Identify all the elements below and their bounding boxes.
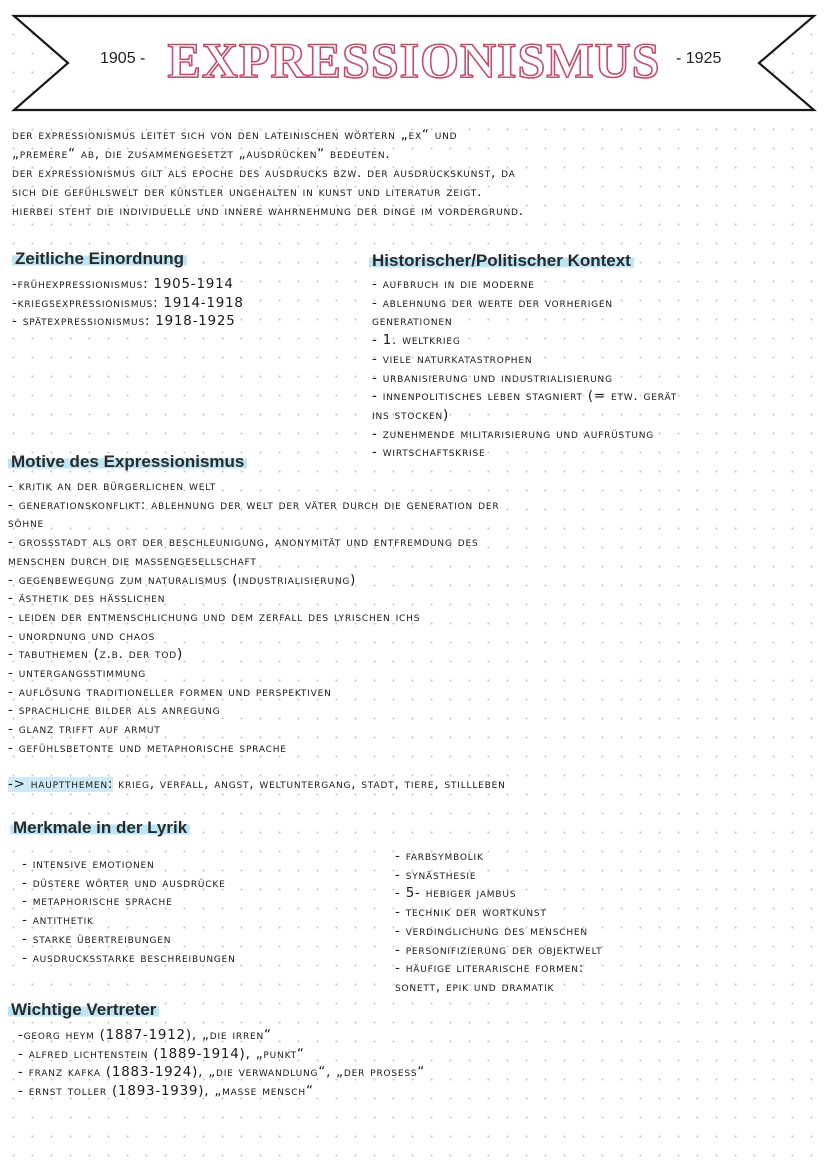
list-item: - personifizierung der objektwelt <box>395 942 603 958</box>
list-item: - leiden der entmenschlichung und dem zerfall des lyrischen ichs <box>8 609 421 625</box>
list-item: generationen <box>372 314 453 330</box>
list-item: -frühexpressionismus: 1905-1914 <box>12 277 234 292</box>
list-item: - tabuthemen (z.b. der tod) <box>8 647 183 663</box>
list-item: söhne <box>8 516 44 532</box>
list-item: - grossstadt als ort der beschleunigung, anonymität und entfremdung des <box>8 535 479 551</box>
list-historischer-kontext <box>372 276 677 463</box>
list-item: - intensive emotionen <box>22 857 155 872</box>
intro-text <box>12 126 812 221</box>
list-item: - starke übertreibungen <box>22 931 172 947</box>
list-item: - generationskonflikt: ablehnung der welt der väter durch die generation der <box>8 497 500 513</box>
intro-line: der expressionismus gilt als epoche des ausdrucks bzw. der ausdruckskunst, da <box>12 166 516 181</box>
list-vertreter <box>18 1027 425 1102</box>
list-item: - gegenbewegung zum naturalismus (industrialisierung) <box>8 572 357 588</box>
list-item: - urbanisierung und industrialisierung <box>372 370 613 386</box>
page-title: EXPRESSIONISMUS <box>167 32 661 88</box>
list-item: - innenpolitisches leben stagniert (= etw. gerät <box>372 389 678 405</box>
list-item: - farbsymbolik <box>395 849 484 864</box>
list-item: -georg heym (1887-1912), „die irren“ <box>18 1028 272 1043</box>
year-end: - 1925 <box>676 50 722 67</box>
intro-line: hierbei steht die individuelle und innere wahrnehmung der dinge im vordergrund. <box>12 204 524 219</box>
list-merkmale-left <box>22 856 236 968</box>
list-item: - synästhesie <box>395 867 477 883</box>
list-item: - glanz trifft auf armut <box>8 722 161 738</box>
list-item: - ästhetik des hässlichen <box>8 591 166 607</box>
heading-motive: Motive des Expressionismus <box>8 452 247 472</box>
list-motive <box>8 478 499 759</box>
list-item: - zunehmende militarisierung und aufrüstung <box>372 426 655 442</box>
main-themes-text: krieg, verfall, angst, weltuntergang, stadt, tiere, stillleben <box>113 777 506 792</box>
list-item: - ablehnung der werte der vorherigen <box>372 295 613 311</box>
heading-zeitliche-einordnung: Zeitliche Einordnung <box>12 249 187 269</box>
list-item: - verdinglichung des menschen <box>395 923 588 939</box>
list-item: - 1. weltkrieg <box>372 333 461 349</box>
main-themes-label: -> hauptthemen: <box>8 777 114 792</box>
list-item: - technik der wortkunst <box>395 905 547 921</box>
list-item: - antithetik <box>22 913 94 929</box>
list-item: ins stocken) <box>372 407 450 423</box>
list-item: - häufige literarische formen: <box>395 961 585 977</box>
intro-line: „premere“ ab, die zusammengesetzt „ausdrücken“ bedeuten. <box>12 147 391 162</box>
list-item: sonett, epik und dramatik <box>395 979 555 995</box>
list-item: menschen durch die massengesellschaft <box>8 553 257 569</box>
list-item: - gefühlsbetonte und metaphorische sprache <box>8 740 287 756</box>
list-item: - franz kafka (1883-1924), „die verwandlung“, „der prosess“ <box>18 1065 426 1081</box>
list-item: - metaphorische sprache <box>22 894 173 910</box>
title-banner <box>0 0 828 130</box>
list-item: - düstere wörter und ausdrücke <box>22 875 226 891</box>
intro-line: der expressionismus leitet sich von den lateinischen wörtern „ex“ und <box>12 128 458 143</box>
heading-merkmale: Merkmale in der Lyrik <box>10 818 190 838</box>
heading-historischer-kontext: Historischer/Politischer Kontext <box>369 251 634 271</box>
list-item: - spätexpressionismus: 1918-1925 <box>12 314 236 330</box>
list-item: - ernst toller (1893-1939), „masse mensch“ <box>18 1084 314 1100</box>
year-start: 1905 - <box>100 50 146 67</box>
intro-line: sich die gefühlswelt der künstler ungehalten in kunst und literatur zeigt. <box>12 185 483 200</box>
list-item: - aufbruch in die moderne <box>372 277 535 292</box>
list-item: - 5- hebiger jambus <box>395 886 517 902</box>
list-item: -kriegsexpressionismus: 1914-1918 <box>12 295 244 311</box>
list-item: - unordnung und chaos <box>8 628 156 644</box>
list-item: - untergangsstimmung <box>8 666 147 682</box>
list-item: - ausdrucksstarke beschreibungen <box>22 950 236 966</box>
list-item: - alfred lichtenstein (1889-1914), „punkt“ <box>18 1046 305 1062</box>
list-zeitliche-einordnung <box>12 276 244 332</box>
list-item: - wirtschaftskrise <box>372 445 486 461</box>
list-item: - viele naturkatastrophen <box>372 351 533 367</box>
list-item: - kritik an der bürgerlichen welt <box>8 479 217 494</box>
list-merkmale-right <box>395 848 602 998</box>
main-themes-line <box>8 777 506 792</box>
heading-vertreter: Wichtige Vertreter <box>8 1000 159 1020</box>
list-item: - sprachliche bilder als anregung <box>8 703 221 719</box>
list-item: - auflösung traditioneller formen und perspektiven <box>8 684 332 700</box>
